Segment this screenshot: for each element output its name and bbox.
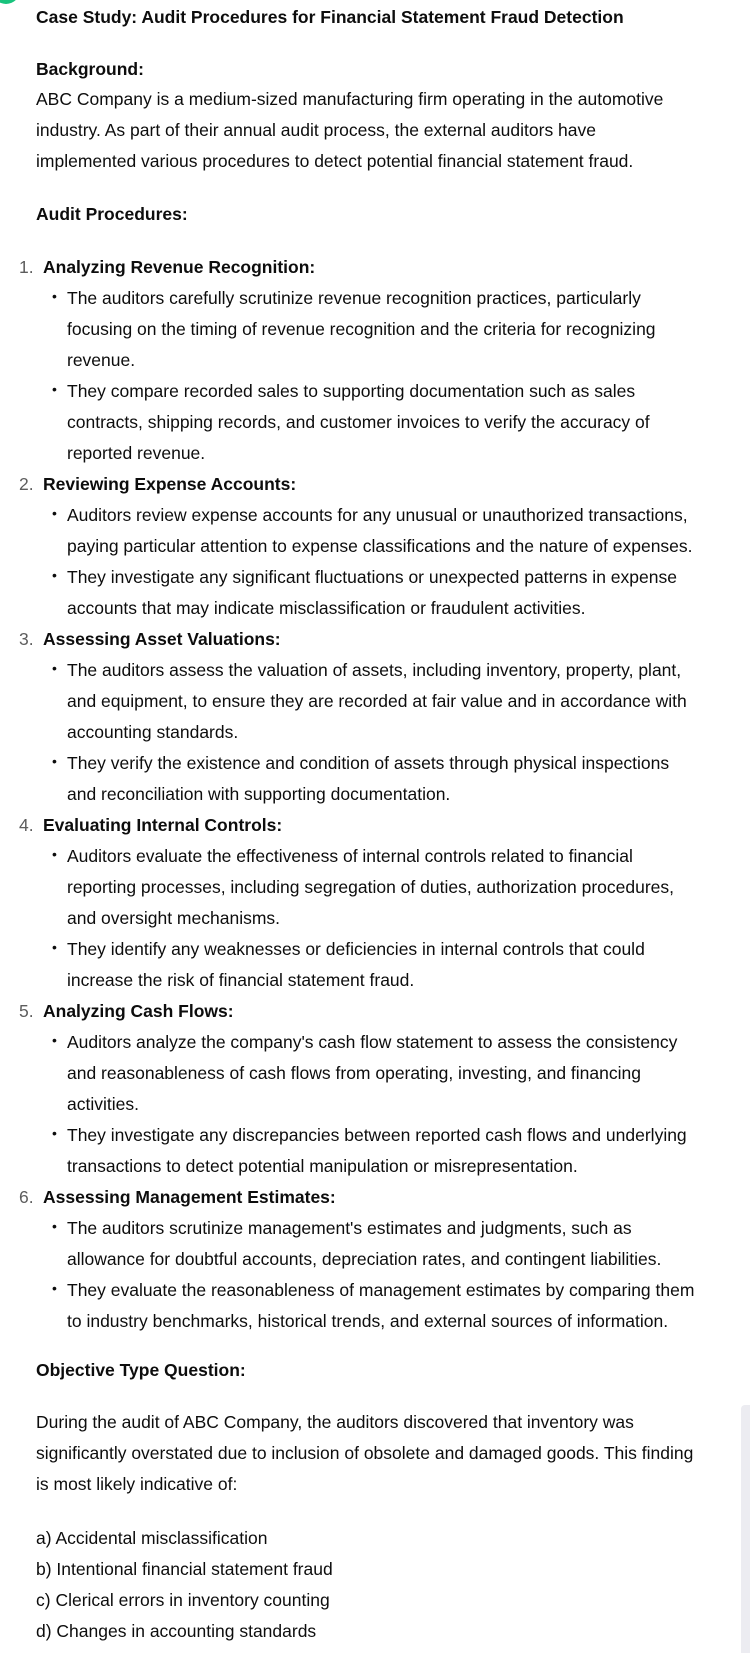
- text-line: accounts that may indicate misclassification or fraudulent activities.: [67, 598, 586, 618]
- bullet-point: [52, 841, 705, 934]
- text-line: Auditors analyze the company's cash flow statement to assess the consistency: [67, 1032, 678, 1052]
- assistant-avatar: [0, 0, 20, 4]
- procedure-title: Assessing Management Estimates:: [43, 1187, 336, 1207]
- list-number: 1.: [19, 257, 34, 277]
- text-line: They verify the existence and condition of assets through physical inspections: [67, 753, 670, 773]
- text-line: The auditors assess the valuation of assets, including inventory, property, plant,: [67, 660, 682, 680]
- option-a: a) Accidental misclassification: [36, 1528, 268, 1548]
- procedures-list: [0, 252, 720, 1337]
- option-c: c) Clerical errors in inventory counting: [36, 1590, 330, 1610]
- text-line: The auditors carefully scrutinize revenue recognition practices, particularly: [67, 288, 641, 308]
- text-line: is most likely indicative of:: [36, 1474, 238, 1494]
- bullet-icon: •: [52, 567, 57, 583]
- text-line: significantly overstated due to inclusion of obsolete and damaged goods. This finding: [36, 1443, 694, 1463]
- bullet-icon: •: [52, 1218, 57, 1234]
- text-line: and reasonableness of cash flows from operating, investing, and financing: [67, 1063, 641, 1083]
- bullet-point: [52, 500, 705, 562]
- bullet-point: [52, 748, 705, 810]
- list-number: 6.: [19, 1187, 34, 1207]
- procedure-item: [0, 624, 720, 810]
- text-line: Auditors review expense accounts for any unusual or unauthorized transactions,: [67, 505, 688, 525]
- bullet-point: [52, 562, 705, 624]
- procedure-item: [0, 469, 720, 624]
- list-number: 4.: [19, 815, 34, 835]
- text-line: industry. As part of their annual audit process, the external auditors have: [36, 120, 596, 140]
- background-heading: Background:: [36, 59, 144, 79]
- text-line: They identify any weaknesses or deficiencies in internal controls that could: [67, 939, 645, 959]
- bullet-icon: •: [52, 846, 57, 862]
- text-line: The auditors scrutinize management's estimates and judgments, such as: [67, 1218, 632, 1238]
- text-line: implemented various procedures to detect potential financial statement fraud.: [36, 151, 634, 171]
- text-line: reporting processes, including segregation of duties, authorization procedures,: [67, 877, 675, 897]
- procedure-item: [0, 810, 720, 996]
- bullet-point: [52, 1275, 705, 1337]
- text-line: ABC Company is a medium-sized manufacturing firm operating in the automotive: [36, 89, 664, 109]
- procedure-title: Reviewing Expense Accounts:: [43, 474, 297, 494]
- bullet-icon: •: [52, 660, 57, 676]
- text-line: Auditors evaluate the effectiveness of internal controls related to financial: [67, 846, 633, 866]
- procedure-item: [0, 252, 720, 469]
- bullet-icon: •: [52, 1125, 57, 1141]
- bullet-point: [52, 283, 705, 376]
- page-title: Case Study: Audit Procedures for Financial Statement Fraud Detection: [36, 7, 624, 27]
- text-line: activities.: [67, 1094, 139, 1114]
- question-heading: Objective Type Question:: [36, 1360, 246, 1380]
- text-line: focusing on the timing of revenue recognition and the criteria for recognizing: [67, 319, 656, 339]
- procedure-item: [0, 1182, 720, 1337]
- question-paragraph: [36, 1407, 708, 1500]
- text-line: allowance for doubtful accounts, depreciation rates, and contingent liabilities.: [67, 1249, 662, 1269]
- procedure-title: Analyzing Revenue Recognition:: [43, 257, 316, 277]
- text-line: They compare recorded sales to supporting documentation such as sales: [67, 381, 636, 401]
- bullet-point: [52, 376, 705, 469]
- answer-options: [36, 1523, 636, 1647]
- procedure-title: Evaluating Internal Controls:: [43, 815, 283, 835]
- scrollbar[interactable]: [741, 1405, 750, 1653]
- text-line: They investigate any discrepancies between reported cash flows and underlying: [67, 1125, 687, 1145]
- bullet-icon: •: [52, 288, 57, 304]
- bullet-point: [52, 655, 705, 748]
- list-number: 2.: [19, 474, 34, 494]
- bullet-icon: •: [52, 753, 57, 769]
- procedure-title: Assessing Asset Valuations:: [43, 629, 281, 649]
- procedure-title: Analyzing Cash Flows:: [43, 1001, 234, 1021]
- bullet-icon: •: [52, 1280, 57, 1296]
- text-line: paying particular attention to expense classifications and the nature of expenses.: [67, 536, 693, 556]
- text-line: and reconciliation with supporting documentation.: [67, 784, 451, 804]
- text-line: increase the risk of financial statement fraud.: [67, 970, 415, 990]
- background-paragraph: [36, 84, 708, 177]
- bullet-point: [52, 1120, 705, 1182]
- text-line: contracts, shipping records, and customer invoices to verify the accuracy of: [67, 412, 650, 432]
- bullet-icon: •: [52, 381, 57, 397]
- list-number: 3.: [19, 629, 34, 649]
- text-line: They evaluate the reasonableness of management estimates by comparing them: [67, 1280, 695, 1300]
- text-line: transactions to detect potential manipulation or misrepresentation.: [67, 1156, 578, 1176]
- option-d: d) Changes in accounting standards: [36, 1621, 317, 1641]
- bullet-point: [52, 1027, 705, 1120]
- bullet-point: [52, 934, 705, 996]
- text-line: reported revenue.: [67, 443, 206, 463]
- option-b: b) Intentional financial statement fraud: [36, 1559, 333, 1579]
- procedures-heading: Audit Procedures:: [36, 204, 188, 224]
- text-line: revenue.: [67, 350, 136, 370]
- text-line: and equipment, to ensure they are recorded at fair value and in accordance with: [67, 691, 687, 711]
- text-line: They investigate any significant fluctuations or unexpected patterns in expense: [67, 567, 677, 587]
- bullet-icon: •: [52, 505, 57, 521]
- text-line: accounting standards.: [67, 722, 239, 742]
- text-line: During the audit of ABC Company, the auditors discovered that inventory was: [36, 1412, 634, 1432]
- text-line: to industry benchmarks, historical trends, and external sources of information.: [67, 1311, 669, 1331]
- procedure-item: [0, 996, 720, 1182]
- list-number: 5.: [19, 1001, 34, 1021]
- bullet-icon: •: [52, 1032, 57, 1048]
- text-line: and oversight mechanisms.: [67, 908, 281, 928]
- bullet-point: [52, 1213, 705, 1275]
- bullet-icon: •: [52, 939, 57, 955]
